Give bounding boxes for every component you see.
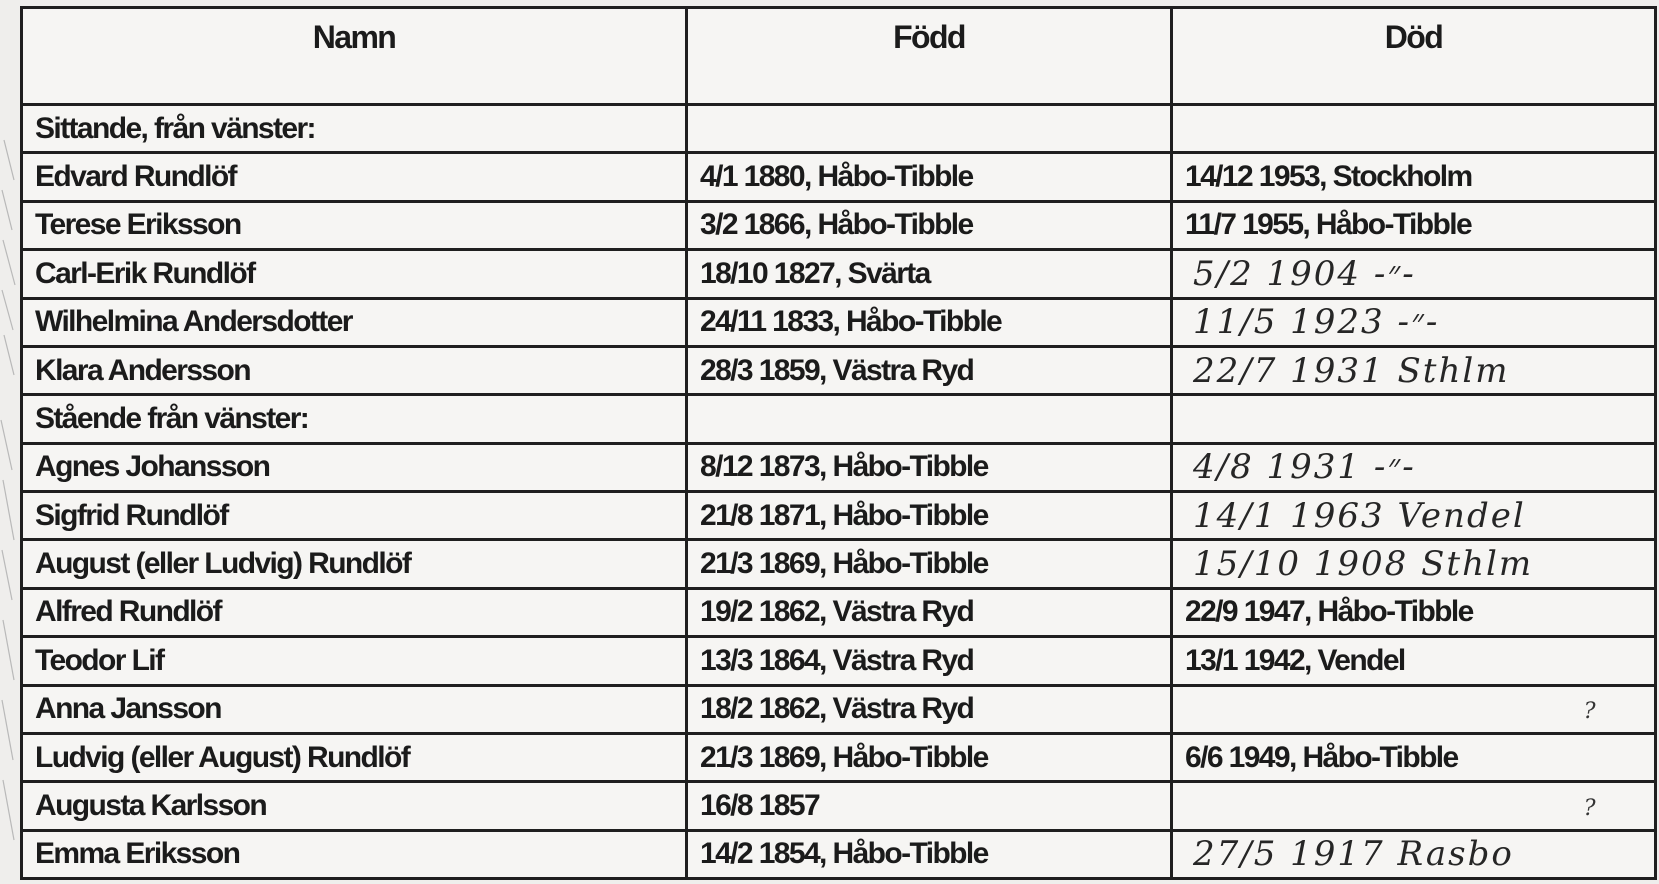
section-label: Stående från vänster: [22,395,687,443]
died-cell: 6/6 1949, Håbo-Tibble [1172,733,1656,781]
name-cell: Wilhelmina Andersdotter [22,298,687,346]
name-cell: Agnes Johansson [22,443,687,491]
table-row [22,443,1656,491]
born-cell: 21/3 1869, Håbo-Tibble [687,733,1172,781]
table-row [22,346,1656,394]
born-cell: 18/10 1827, Svärta [687,250,1172,298]
section-row [22,395,1656,443]
table-row [22,153,1656,201]
died-cell: 14/1 1963 Vendel [1172,492,1656,540]
born-cell: 14/2 1854, Håbo-Tibble [687,830,1172,878]
empty-cell [687,105,1172,153]
table-row [22,830,1656,878]
table-row [22,250,1656,298]
header-died: Död [1172,8,1656,105]
handwritten-mark: ? [1583,699,1594,725]
died-cell: 15/10 1908 Sthlm [1172,540,1656,588]
name-cell: Teodor Lif [22,637,687,685]
born-cell: 24/11 1833, Håbo-Tibble [687,298,1172,346]
died-cell: 22/7 1931 Sthlm [1172,346,1656,394]
empty-cell [687,395,1172,443]
section-label: Sittande, från vänster: [22,105,687,153]
name-cell: Anna Jansson [22,685,687,733]
born-cell: 19/2 1862, Västra Ryd [687,588,1172,636]
born-cell: 21/8 1871, Håbo-Tibble [687,492,1172,540]
born-cell: 18/2 1862, Västra Ryd [687,685,1172,733]
born-cell: 4/1 1880, Håbo-Tibble [687,153,1172,201]
name-cell: Terese Eriksson [22,201,687,249]
died-cell [1172,685,1656,733]
name-cell: Ludvig (eller August) Rundlöf [22,733,687,781]
table-row [22,588,1656,636]
register-table [20,6,1657,880]
died-cell: 11/7 1955, Håbo-Tibble [1172,201,1656,249]
name-cell: Emma Eriksson [22,830,687,878]
died-cell: 14/12 1953, Stockholm [1172,153,1656,201]
died-cell: 13/1 1942, Vendel [1172,637,1656,685]
name-cell: Alfred Rundlöf [22,588,687,636]
table-row [22,733,1656,781]
table-row [22,540,1656,588]
empty-cell [1172,395,1656,443]
name-cell: Augusta Karlsson [22,782,687,830]
died-cell: 4/8 1931 -״- [1172,443,1656,491]
name-cell: Sigfrid Rundlöf [22,492,687,540]
handwritten-mark: ? [1583,795,1594,821]
header-name: Namn [22,8,687,105]
table-row [22,782,1656,830]
table-row [22,298,1656,346]
died-cell: 22/9 1947, Håbo-Tibble [1172,588,1656,636]
born-cell: 3/2 1866, Håbo-Tibble [687,201,1172,249]
born-cell: 28/3 1859, Västra Ryd [687,346,1172,394]
table-row [22,492,1656,540]
born-cell: 21/3 1869, Håbo-Tibble [687,540,1172,588]
table-row [22,201,1656,249]
name-cell: Carl-Erik Rundlöf [22,250,687,298]
header-row [22,8,1656,105]
born-cell: 13/3 1864, Västra Ryd [687,637,1172,685]
empty-cell [1172,105,1656,153]
margin-pencil-marks [0,120,20,880]
died-cell: 5/2 1904 -״- [1172,250,1656,298]
section-row [22,105,1656,153]
name-cell: Klara Andersson [22,346,687,394]
born-cell: 16/8 1857 [687,782,1172,830]
register-body [22,105,1656,879]
died-cell [1172,782,1656,830]
name-cell: Edvard Rundlöf [22,153,687,201]
table-row [22,637,1656,685]
died-cell: 11/5 1923 -״- [1172,298,1656,346]
table-row [22,685,1656,733]
name-cell: August (eller Ludvig) Rundlöf [22,540,687,588]
born-cell: 8/12 1873, Håbo-Tibble [687,443,1172,491]
header-born: Född [687,8,1172,105]
died-cell: 27/5 1917 Rasbo [1172,830,1656,878]
